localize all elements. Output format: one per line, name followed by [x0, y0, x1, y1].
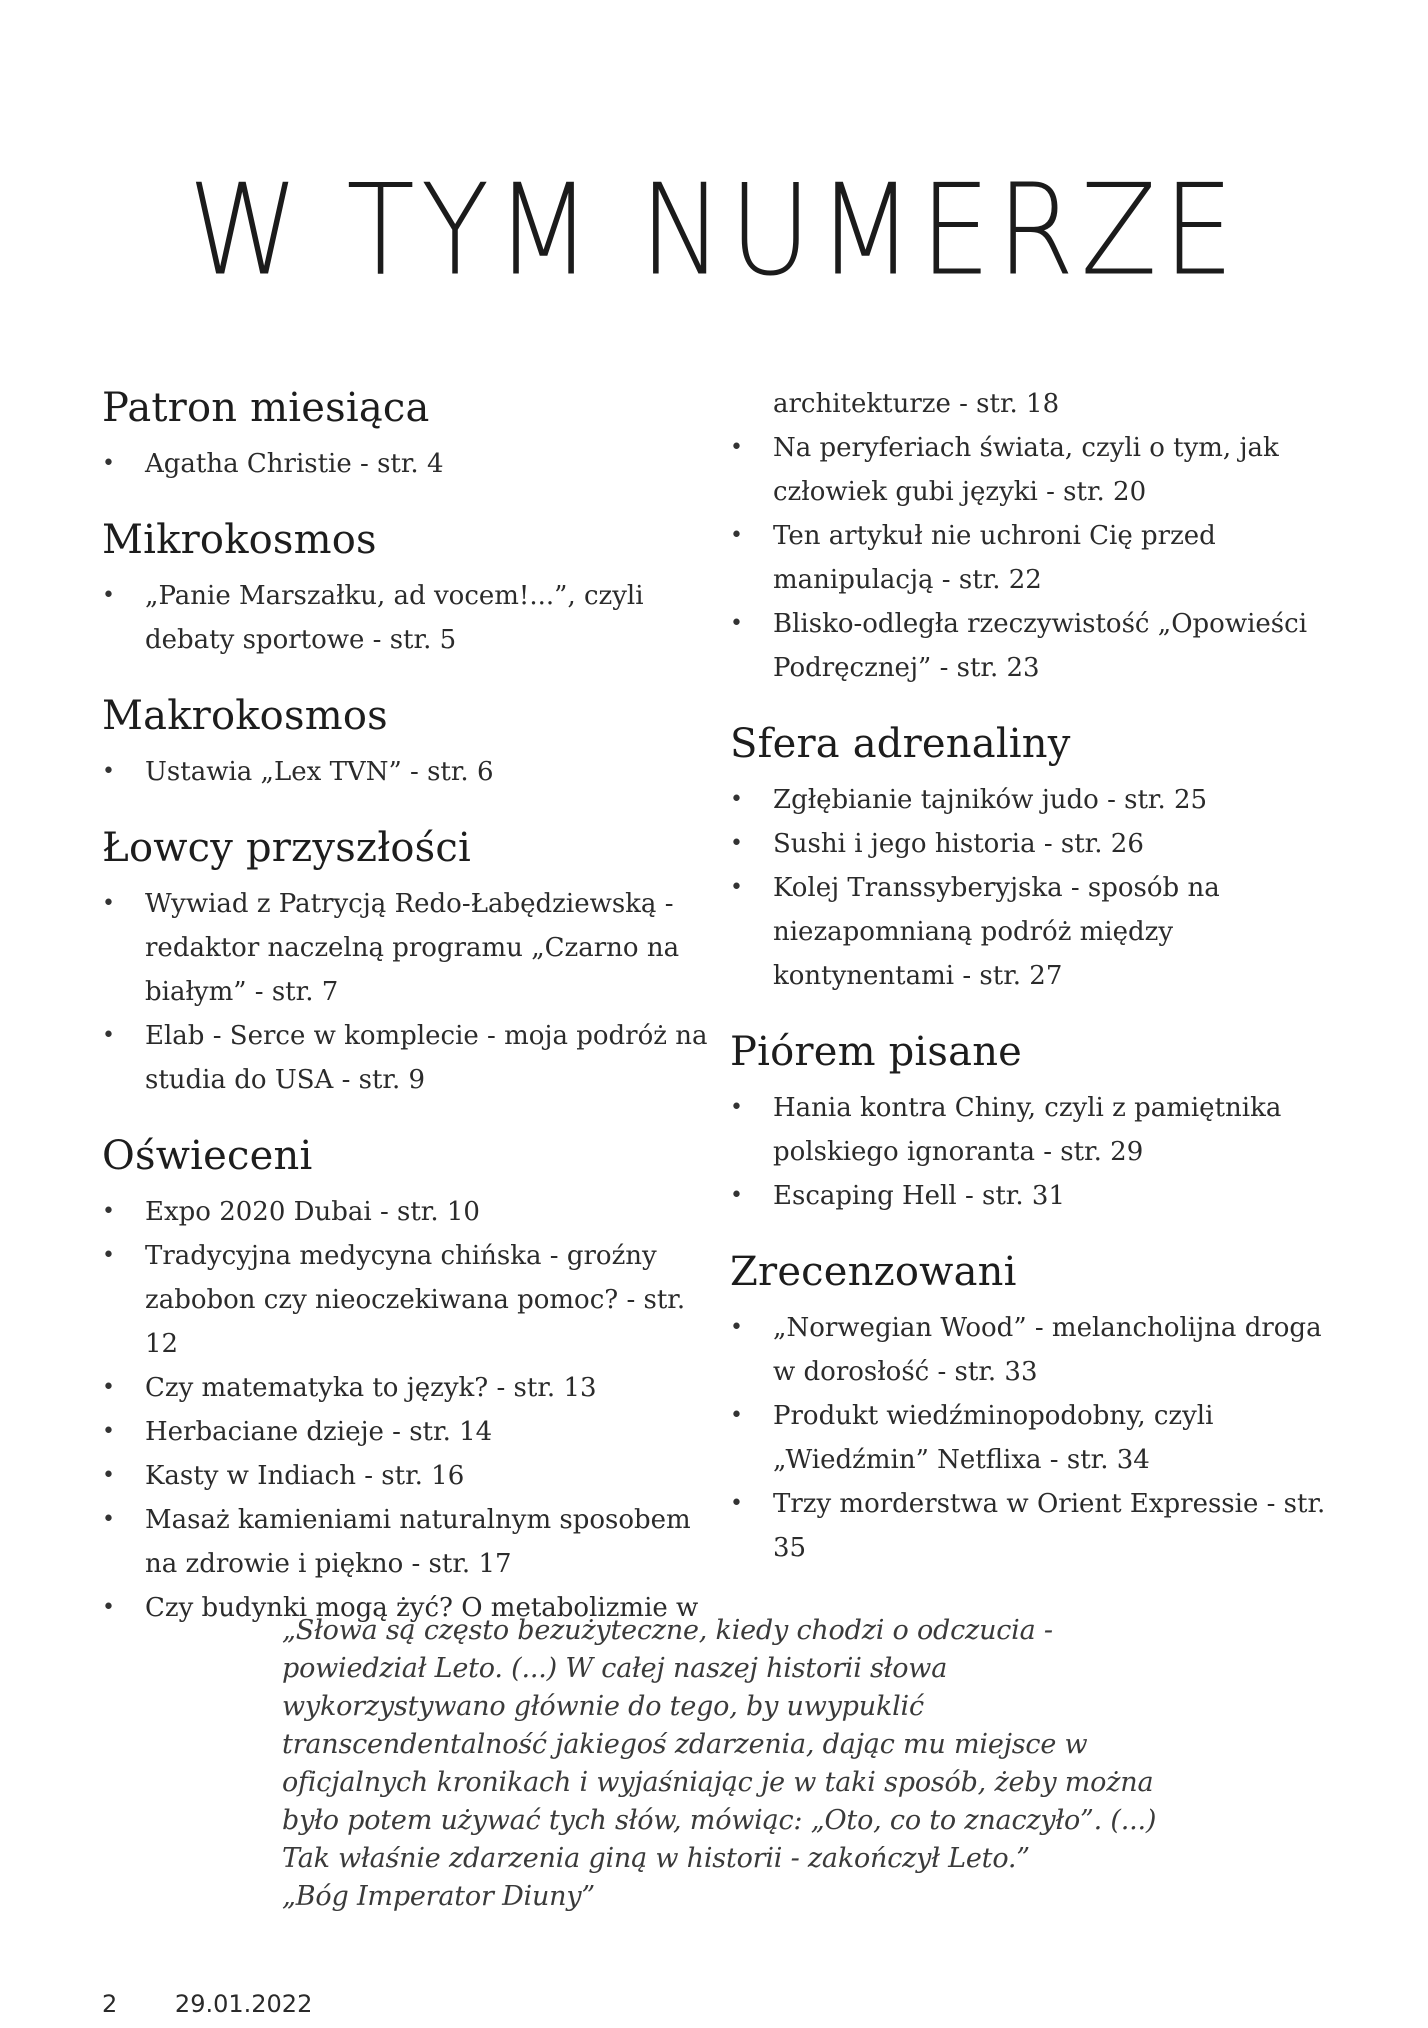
toc-item[interactable]: • Trzy morderstwa w Orient Expressie - str. 35	[730, 1482, 1350, 1570]
toc-item[interactable]: • Agatha Christie - str. 4	[102, 442, 722, 486]
section-heading: Zrecenzowani	[730, 1249, 1017, 1295]
section-heading: Makrokosmos	[102, 693, 388, 739]
epigraph-quote	[282, 1612, 1162, 1916]
toc-item[interactable]: • Expo 2020 Dubai - str. 10	[102, 1190, 722, 1234]
toc-item[interactable]: • Kasty w Indiach - str. 16	[102, 1454, 722, 1498]
toc-item[interactable]: • Tradycyjna medycyna chińska - groźny zabobon czy nieoczekiwana pomoc? - str. 12	[102, 1234, 722, 1366]
toc-item[interactable]: • Hania kontra Chiny, czyli z pamiętnika polskiego ignoranta - str. 29	[730, 1086, 1350, 1174]
toc-item[interactable]: • Ten artykuł nie uchroni Cię przed manipulacją - str. 22	[730, 514, 1350, 602]
toc-item[interactable]: • Wywiad z Patrycją Redo-Łabędziewską - redaktor naczelną programu „Czarno na białym” - str. 7	[102, 882, 722, 1014]
toc-section	[102, 820, 722, 1102]
toc-section	[730, 716, 1350, 998]
toc-item[interactable]: • Elab - Serce w komplecie - moja podróż na studia do USA - str. 9	[102, 1014, 722, 1102]
toc-section	[730, 1024, 1350, 1218]
toc-item[interactable]: • Kolej Transsyberyjska - sposób na niezapomnianą podróż między kontynentami - str. 27	[730, 866, 1350, 998]
section-heading: Patron miesiąca	[102, 385, 430, 431]
toc-item[interactable]: • „Panie Marszałku, ad vocem!...”, czyli debaty sportowe - str. 5	[102, 574, 722, 662]
toc-item[interactable]: • Sushi i jego historia - str. 26	[730, 822, 1350, 866]
toc-section	[730, 1244, 1350, 1570]
toc-item[interactable]: • „Norwegian Wood” - melancholijna droga w dorosłość - str. 33	[730, 1306, 1350, 1394]
page-title: W TYM NUMERZE	[188, 158, 1240, 304]
toc-item[interactable]: • Zgłębianie tajników judo - str. 25	[730, 778, 1350, 822]
toc-item[interactable]: • Masaż kamieniami naturalnym sposobem na zdrowie i piękno - str. 17	[102, 1498, 722, 1586]
toc-left-column	[102, 380, 722, 1656]
toc-section	[102, 380, 722, 486]
toc-section	[102, 512, 722, 662]
section-heading: Piórem pisane	[730, 1029, 1023, 1075]
toc-item-continuation[interactable]: architekturze - str. 18	[773, 389, 1060, 419]
quote-source: „Bóg Imperator Diuny”	[282, 1881, 595, 1912]
page-footer	[102, 1990, 362, 2018]
toc-item[interactable]: • Na peryferiach świata, czyli o tym, jak człowiek gubi języki - str. 20	[730, 426, 1350, 514]
toc-item[interactable]: • Czy matematyka to język? - str. 13	[102, 1366, 722, 1410]
toc-right-column	[730, 382, 1350, 1596]
toc-section-continued	[730, 382, 1350, 690]
toc-item[interactable]: • Czy budynki mogą żyć? O metabolizmie w	[102, 1586, 722, 1630]
section-heading: Sfera adrenaliny	[730, 721, 1071, 767]
toc-section	[102, 688, 722, 794]
page-number: 2	[102, 1990, 118, 2018]
toc-item[interactable]: • Ustawia „Lex TVN” - str. 6	[102, 750, 722, 794]
issue-date: 29.01.2022	[174, 1990, 313, 2018]
toc-item[interactable]: • Herbaciane dzieje - str. 14	[102, 1410, 722, 1454]
toc-item[interactable]: • Produkt wiedźminopodobny, czyli „Wiedźmin” Netflixa - str. 34	[730, 1394, 1350, 1482]
section-heading: Łowcy przyszłości	[102, 825, 471, 871]
section-heading: Mikrokosmos	[102, 517, 377, 563]
toc-item[interactable]: • Blisko-odległa rzeczywistość „Opowieści Podręcznej” - str. 23	[730, 602, 1350, 690]
toc-item[interactable]: • Escaping Hell - str. 31	[730, 1174, 1350, 1218]
quote-text: „Słowa są często bezużyteczne, kiedy chodzi o odczucia - powiedział Leto. (...) W całej naszej historii słowa wykorzystywano głównie do tego, by uwypuklić transcendentalność jakiegoś zdarzenia, dając mu miejsce w oficjalnych kronikach i wyjaśniając je w taki sposób, żeby można było potem używać tych słów, mówiąc: „Oto, co to znaczyło”. (...) Tak właśnie zdarzenia giną w historii - zakończył Leto.”	[282, 1615, 1157, 1874]
section-heading: Oświeceni	[102, 1133, 313, 1179]
toc-section	[102, 1128, 722, 1630]
